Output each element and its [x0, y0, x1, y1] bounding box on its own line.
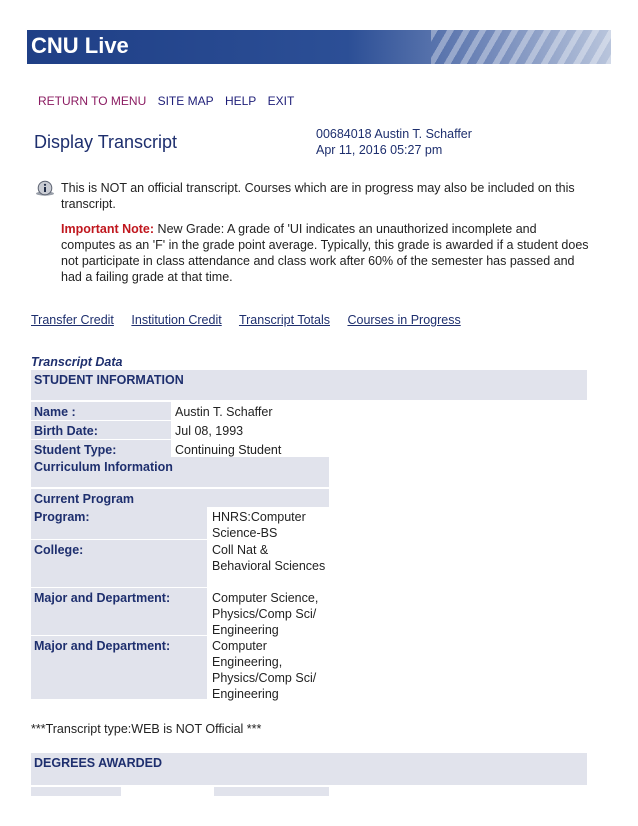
app-banner — [27, 30, 611, 64]
transcript-section-links — [31, 313, 475, 327]
exit-link[interactable]: EXIT — [267, 94, 295, 108]
info-icon — [34, 180, 56, 196]
user-id-name: 00684018 Austin T. Schaffer — [316, 127, 472, 141]
major-department-label: Major and Department: — [31, 588, 207, 635]
student-type-label: Student Type: — [31, 440, 171, 458]
major-department-value: Computer Science, Physics/Comp Sci/ Engineering — [212, 591, 319, 637]
transcript-data-caption: Transcript Data — [31, 355, 123, 369]
current-program-header: Current Program — [31, 489, 329, 507]
session-timestamp: Apr 11, 2016 05:27 pm — [316, 143, 443, 157]
birth-date-label: Birth Date: — [31, 421, 171, 439]
top-nav — [38, 94, 302, 108]
disclaimer-text: This is NOT an official transcript. Courses which are in progress may also be included on this transcript. — [61, 181, 575, 211]
degrees-table-cell — [31, 787, 121, 796]
birth-date-value: Jul 08, 1993 — [175, 424, 244, 438]
tab-courses-in-progress[interactable]: Courses in Progress — [347, 313, 461, 327]
site-map-link[interactable]: SITE MAP — [157, 94, 214, 108]
college-value: Coll Nat & Behavioral Sciences — [212, 543, 326, 573]
program-value: HNRS:Computer Science-BS — [212, 510, 306, 540]
help-link[interactable]: HELP — [224, 94, 257, 108]
degrees-awarded-header: DEGREES AWARDED — [31, 753, 587, 785]
college-label: College: — [31, 540, 207, 587]
page-title: Display Transcript — [34, 132, 178, 152]
student-information-header: STUDENT INFORMATION — [31, 370, 587, 400]
tab-transcript-totals[interactable]: Transcript Totals — [238, 313, 330, 327]
name-value: Austin T. Schaffer — [175, 405, 273, 419]
tab-institution-credit[interactable]: Institution Credit — [131, 313, 222, 327]
major-department-label: Major and Department: — [31, 636, 207, 699]
transcript-type-note: ***Transcript type:WEB is NOT Official *** — [31, 722, 262, 736]
curriculum-information-header: Curriculum Information — [31, 457, 329, 487]
name-label: Name : — [31, 402, 171, 420]
degrees-table-cell — [214, 787, 329, 796]
program-label: Program: — [31, 507, 207, 539]
user-info — [316, 126, 472, 158]
important-note — [61, 221, 591, 285]
banner-decoration — [431, 30, 611, 64]
student-type-value: Continuing Student — [175, 443, 282, 457]
app-title: CNU Live — [31, 33, 129, 58]
important-note-label: Important Note: — [61, 222, 155, 236]
important-note-text: New Grade: A grade of 'UI indicates an unauthorized incomplete and computes as an 'F' in the grade point average. Typically, this grade is awarded if a student does not participate in class attendance and class work after 60% of the semester has passed and had a failing grade at that time. — [61, 222, 589, 284]
major-department-value: Computer Engineering, Physics/Comp Sci/ Engineering — [212, 639, 317, 701]
tab-transfer-credit[interactable]: Transfer Credit — [31, 313, 114, 327]
return-to-menu-link[interactable]: RETURN TO MENU — [38, 94, 147, 108]
